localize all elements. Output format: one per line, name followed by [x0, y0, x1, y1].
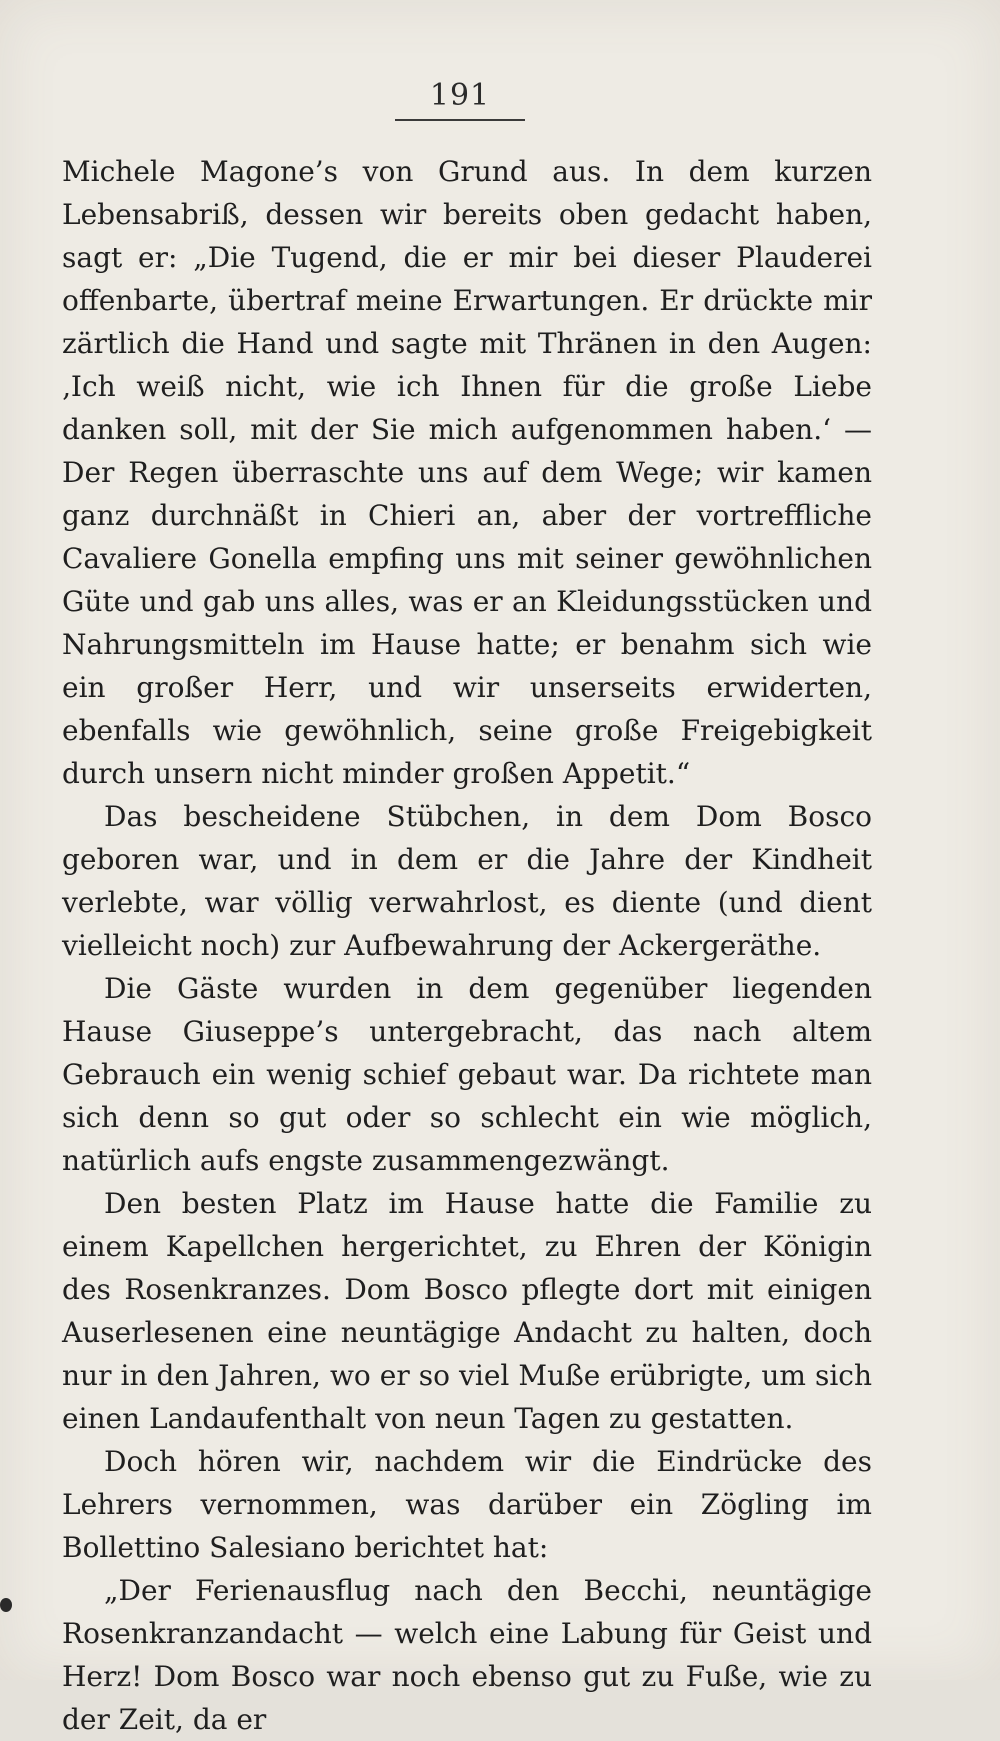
page-header — [395, 78, 525, 121]
paragraph-1: Michele Magone’s von Grund aus. In dem kurzen Lebensabriß, dessen wir bereits oben gedacht haben, sagt er: „Die Tugend, die er mir bei dieser Plauderei offenbarte, übertraf meine Erwartungen. Er drückte mir zärtlich die Hand und sagte mit Thränen in den Augen: ‚Ich weiß nicht, wie ich Ihnen für die große Liebe danken soll, mit der Sie mich aufgenommen haben.‘ — Der Regen überraschte uns auf dem Wege; wir kamen ganz durchnäßt in Chieri an, aber der vortreffliche Cavaliere Gonella empfing uns mit seiner gewöhnlichen Güte und gab uns alles, was er an Kleidungsstücken und Nahrungsmitteln im Hause hatte; er benahm sich wie ein großer Herr, und wir unserseits erwiderten, ebenfalls wie gewöhnlich, seine große Freigebigkeit durch unsern nicht minder großen Appetit.“ — [62, 155, 872, 790]
header-rule — [395, 119, 525, 121]
body-text — [62, 150, 872, 1741]
page-number: 191 — [429, 78, 491, 113]
paragraph-2: Das bescheidene Stübchen, in dem Dom Bosco geboren war, und in dem er die Jahre der Kindheit verlebte, war völlig verwahrlost, es diente (und dient vielleicht noch) zur Aufbewahrung der Ackergeräthe. — [62, 800, 872, 962]
paragraph-4: Den besten Platz im Hause hatte die Familie zu einem Kapellchen hergerichtet, zu Ehren der Königin des Rosenkranzes. Dom Bosco pflegte dort mit einigen Auserlesenen eine neuntägige Andacht zu halten, doch nur in den Jahren, wo er so viel Muße erübrigte, um sich einen Landaufenthalt von neun Tagen zu gestatten. — [62, 1187, 872, 1435]
binding-mark — [0, 1598, 12, 1612]
paragraph-3: Die Gäste wurden in dem gegenüber liegenden Hause Giuseppe’s untergebracht, das nach altem Gebrauch ein wenig schief gebaut war. Da richtete man sich denn so gut oder so schlecht ein wie möglich, natürlich aufs engste zusammengezwängt. — [62, 972, 872, 1177]
paragraph-5: Doch hören wir, nachdem wir die Eindrücke des Lehrers vernommen, was darüber ein Zögling im Bollettino Salesiano berichtet hat: — [62, 1445, 872, 1564]
paragraph-6: „Der Ferienausflug nach den Becchi, neuntägige Rosenkranzandacht — welch eine Labung für Geist und Herz! Dom Bosco war noch ebenso gut zu Fuße, wie zu der Zeit, da er — [62, 1574, 872, 1736]
